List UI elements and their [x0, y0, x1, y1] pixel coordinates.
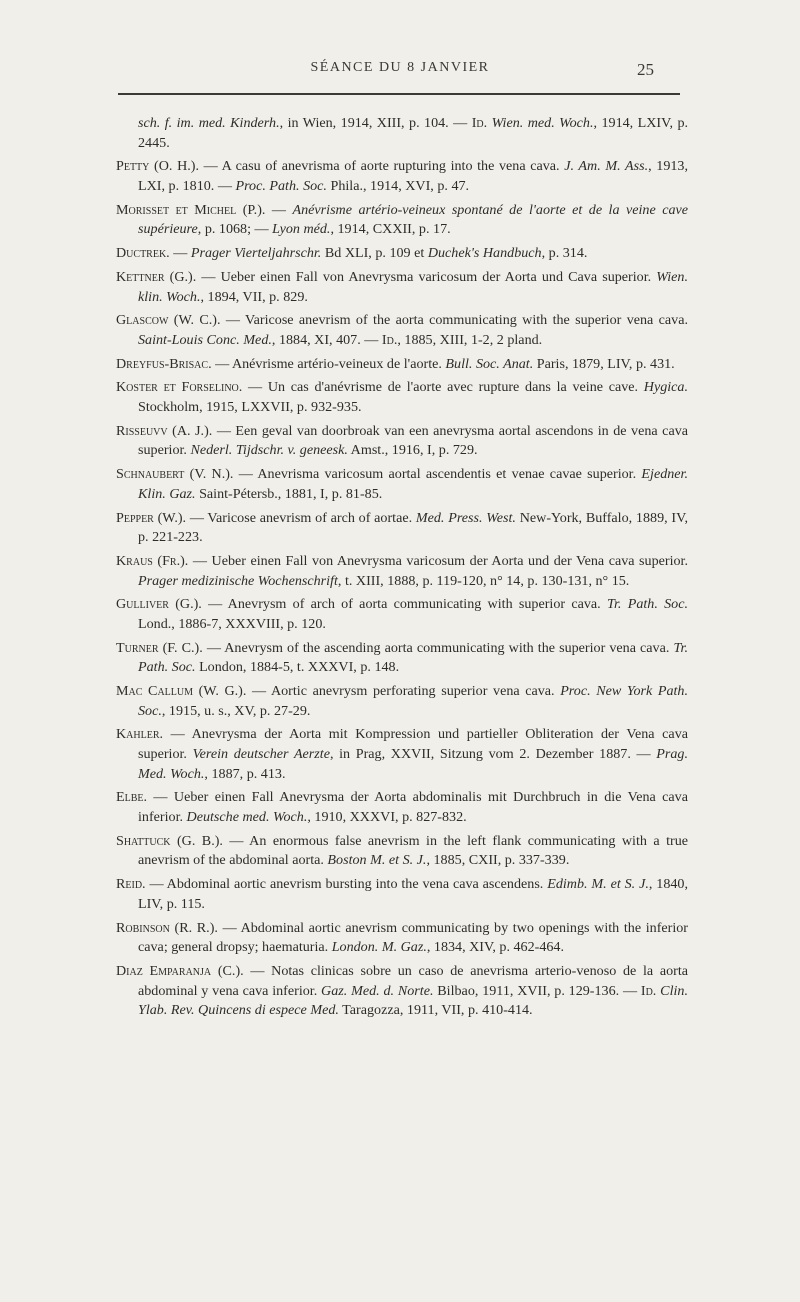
reference-author: Kraus (Fr.).	[116, 552, 189, 569]
reference-source: Anévrisme artério-veineux spontané de l'aorte et de la veine cave supérieure	[138, 201, 689, 238]
reference-text: , 1884, XI, 407. —	[271, 331, 382, 348]
reference-entry	[116, 157, 688, 196]
reference-author: Turner (F. C.).	[116, 639, 203, 656]
reference-text: — Abdominal aortic anevrism communicating by two openings with the inferior cava; general dropsy; haematuria.	[138, 919, 688, 956]
reference-author: Ductrek.	[116, 245, 170, 262]
reference-text: — Anévrisme artério-veineux de l'aorte.	[211, 355, 446, 372]
reference-text: , p. 1068; —	[197, 221, 273, 238]
reference-text: — Varicose anevrism of arch of aortae.	[186, 509, 416, 526]
reference-text: — Anevrysma der Aorta mit Kompression und partieller Obliteration der Vena cava superior.	[138, 726, 688, 763]
reference-text: Bd XLI, p. 109 et	[321, 245, 428, 262]
reference-text: , 1840, LIV, p. 115.	[138, 876, 688, 912]
reference-source: Verein deutscher Aerzte	[192, 746, 330, 763]
reference-author: Shattuck (G. B.).	[116, 832, 223, 849]
reference-source: Proc. Path. Soc.	[235, 177, 327, 194]
reference-source: Clin. Ylab. Rev. Quincens di espece Med.	[138, 982, 688, 1019]
reference-text: , 1834, XIV, p. 462-464.	[426, 939, 564, 956]
reference-text: , 1885, CXII, p. 337-339.	[426, 852, 570, 869]
reference-author: Reid.	[116, 876, 146, 893]
reference-text: , 1910, XXXVI, p. 827-832.	[307, 809, 467, 825]
reference-text: London, 1884-5, t. XXXVI, p. 148.	[195, 659, 400, 676]
reference-text: — Ueber einen Fall Anevrysma der Aorta abdominalis mit Durchbruch in die Vena cava inferior.	[138, 789, 688, 825]
reference-source: Tr. Path. Soc.	[606, 596, 688, 613]
reference-entry	[116, 682, 688, 721]
reference-text: , 1887, p. 413.	[204, 765, 286, 782]
reference-text: Id.	[471, 115, 488, 131]
reference-entry	[116, 919, 688, 958]
reference-author: Dreyfus-Brisac.	[116, 355, 212, 372]
reference-source: sch. f. im. med. Kinderh.	[138, 115, 280, 131]
reference-entry	[116, 725, 688, 784]
reference-text: Lond., 1886-7, XXXVIII, p. 120.	[138, 615, 326, 632]
reference-author: Mac Callum (W. G.).	[116, 683, 247, 700]
reference-source: Proc. New York Path. Soc.	[138, 683, 688, 719]
reference-text: , 1915, u. s., XV, p. 27-29.	[161, 702, 311, 719]
reference-text: Phila., 1914, XVI, p. 47.	[326, 177, 470, 194]
reference-author: Risseuvv (A. J.).	[116, 422, 213, 439]
reference-text: Saint-Pétersb., 1881, I, p. 81-85.	[195, 485, 383, 502]
reference-entry	[116, 465, 688, 504]
reference-author: Diaz Emparanja (C.).	[116, 962, 244, 979]
reference-text: —	[265, 201, 293, 218]
reference-text: , 1894, VII, p. 829.	[200, 288, 308, 305]
reference-entry	[116, 509, 688, 548]
reference-entry	[116, 268, 688, 307]
reference-source: Saint-Louis Conc. Med.	[138, 331, 272, 348]
reference-author: Kahler.	[116, 726, 164, 743]
reference-text: — Notas clinicas sobre un caso de anevrisma arterio-venoso de la aorta abdominal y vena cava inferior.	[138, 962, 688, 999]
reference-text: — Abdominal aortic anevrism bursting into the vena cava ascendens.	[145, 876, 548, 893]
reference-source: London. M. Gaz.	[331, 939, 427, 956]
reference-text: — Anevrysm of arch of aorta communicating with superior cava.	[201, 596, 607, 613]
reference-source: Wien. klin. Woch.	[138, 268, 688, 305]
reference-author: Schnaubert (V. N.).	[116, 466, 234, 483]
reference-text: Id.	[640, 982, 657, 999]
reference-source: Med. Press. West.	[415, 509, 516, 526]
reference-author: Koster et Forselino.	[116, 379, 243, 396]
reference-source: J. Am. M. Ass.	[564, 158, 649, 175]
reference-entry	[116, 788, 688, 827]
reference-text: Taragozza, 1911, VII, p. 410-414.	[338, 1002, 533, 1019]
reference-text: — An enormous false anevrism in the left flank communicating with a true anevrism of the abdominal aorta.	[138, 832, 689, 869]
header-rule	[118, 93, 680, 95]
reference-text: Id.	[381, 331, 398, 348]
reference-entry	[116, 962, 688, 1021]
reference-entry	[116, 201, 688, 240]
reference-source: Boston M. et S. J.	[327, 852, 427, 869]
reference-author: Morisset et Michel (P.).	[116, 201, 266, 218]
reference-list	[116, 114, 688, 1025]
reference-text: — Varicose anevrism of the aorta communicating with the superior vena cava.	[220, 312, 688, 329]
reference-entry	[116, 552, 688, 591]
reference-text: , p. 314.	[541, 245, 588, 262]
reference-source: Tr. Path. Soc.	[138, 639, 688, 676]
reference-author: Gulliver (G.).	[116, 596, 202, 613]
reference-author: Elbe.	[116, 789, 148, 806]
reference-source: Nederl. Tijdschr. v. geneesk.	[190, 442, 348, 459]
reference-text: — Ueber einen Fall von Anevrysma varicosum der Aorta und Cava superior.	[196, 268, 657, 285]
reference-source: Prager Vierteljahrschr.	[190, 245, 322, 262]
reference-text: , 1913, LXI, p. 1810. —	[138, 158, 689, 194]
reference-entry	[116, 311, 688, 350]
reference-entry	[116, 355, 688, 375]
reference-source: Duchek's Handbuch	[427, 245, 542, 262]
reference-text: , 1914, LXIV, p. 2445.	[138, 115, 689, 151]
reference-entry	[116, 832, 688, 871]
reference-author: Robinson (R. R.).	[116, 919, 218, 936]
reference-text: — Aortic anevrysm perforating superior vena cava.	[246, 683, 561, 700]
reference-entry	[116, 244, 688, 264]
reference-author: Kettner (G.).	[116, 268, 197, 285]
reference-source: Lyon méd.	[272, 221, 331, 238]
reference-entry	[116, 595, 688, 634]
reference-text: , 1914, CXXII, p. 17.	[330, 221, 451, 238]
reference-text: — Anevrysm of the ascending aorta communicating with the superior vena cava.	[202, 639, 674, 656]
reference-text: Bilbao, 1911, XVII, p. 129-136. —	[433, 982, 641, 999]
reference-source: Prager medizinische Wochenschrift	[138, 572, 338, 589]
reference-source: Ejedner. Klin. Gaz.	[138, 466, 688, 502]
reference-source: Gaz. Med. d. Norte.	[321, 982, 434, 999]
reference-source: Bull. Soc. Anat.	[445, 355, 534, 372]
reference-text: — Een geval van doorbroak van een anevrysma aortal ascendons in de vena cava superior.	[138, 422, 688, 459]
reference-entry	[116, 422, 688, 461]
reference-author: Pepper (W.).	[116, 509, 187, 526]
reference-text: , t. XIII, 1888, p. 119-120, n° 14, p. 130-131, n° 15.	[337, 572, 630, 589]
reference-source: Prag. Med. Woch.	[138, 746, 688, 782]
reference-text: , in Prag, XXVII, Sitzung vom 2. Dezember 1887. —	[329, 746, 657, 763]
reference-entry	[116, 378, 688, 417]
reference-text: , in Wien, 1914, XIII, p. 104. —	[279, 115, 472, 131]
page-number: 25	[637, 60, 654, 79]
reference-text: — Anevrisma varicosum aortal ascendentis et venae cavae superior.	[233, 466, 642, 483]
reference-entry	[116, 114, 688, 153]
reference-source: Deutsche med. Woch.	[186, 809, 308, 825]
reference-text: , 1885, XIII, 1-2, 2 pland.	[397, 331, 543, 348]
reference-text: Paris, 1879, LIV, p. 431.	[533, 355, 675, 372]
reference-text: New-York, Buffalo, 1889, IV, p. 221-223.	[138, 509, 688, 546]
running-title: SÉANCE DU 8 JANVIER	[310, 60, 490, 75]
reference-text: —	[169, 245, 191, 262]
reference-text: — Ueber einen Fall von Anevrysma varicosum der Aorta und der Vena cava superior.	[188, 552, 688, 569]
reference-author: Petty (O. H.).	[116, 158, 199, 175]
running-head	[0, 60, 800, 84]
reference-author: Glascow (W. C.).	[116, 312, 221, 329]
reference-text: Amst., 1916, I, p. 729.	[347, 442, 478, 459]
reference-entry	[116, 875, 688, 914]
reference-source: Wien. med. Woch.	[491, 115, 594, 131]
reference-entry	[116, 639, 688, 678]
reference-source: Hygica.	[643, 379, 688, 396]
reference-source: Edimb. M. et S. J.	[547, 876, 649, 893]
reference-text: Stockholm, 1915, LXXVII, p. 932-935.	[138, 399, 362, 416]
reference-text: — A casu of anevrisma of aorte rupturing into the vena cava.	[199, 158, 565, 175]
reference-text: — Un cas d'anévrisme de l'aorte avec rupture dans la veine cave.	[242, 379, 644, 396]
